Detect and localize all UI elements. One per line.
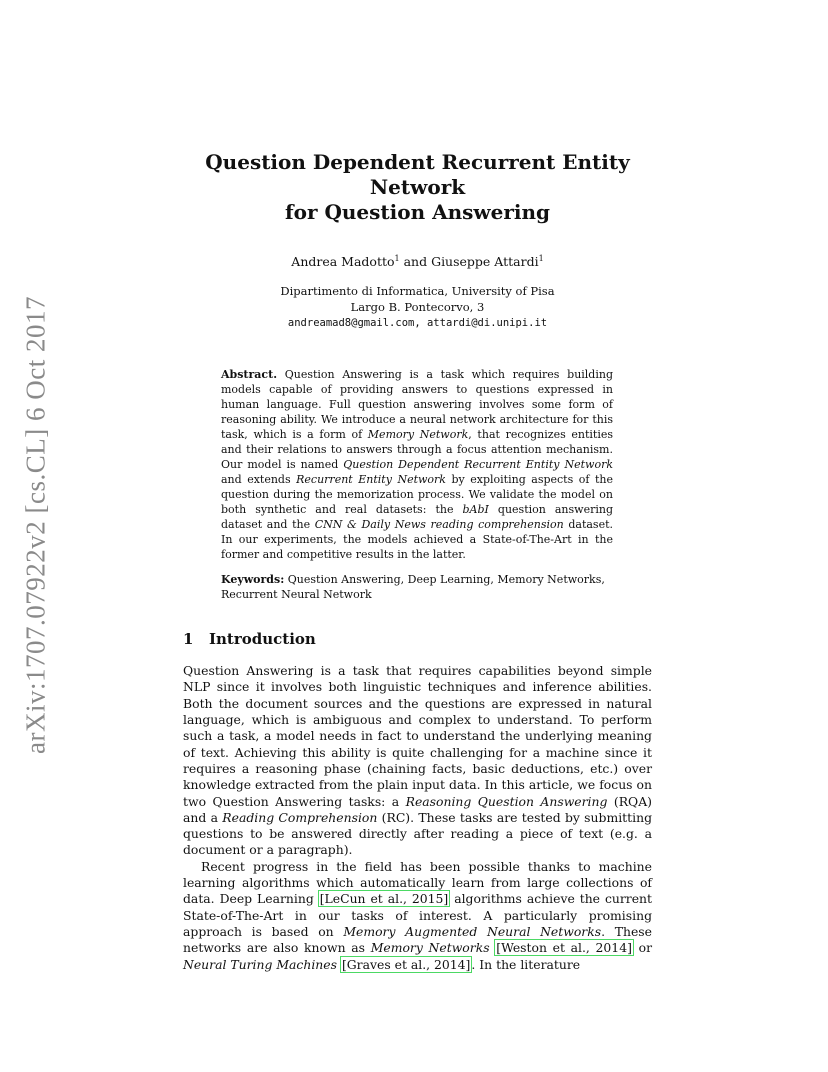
paragraph-text: Question Answering is a task that requires capabilities beyond simple NLP since it involves both linguistic techniques and inference abilities. Both the document sources and the questions are expressed in natural language, which is ambiguous and complex to understand. To perform such a task, a model needs in fact to understand the underlying meaning of text. Achieving this ability is quite challenging for a machine since it requires a reasoning phase (chaining facts, basic deductions, etc.) over knowledge extracted from the plain input data. In this article, we focus on two Question Answering tasks: a — [183, 663, 652, 809]
abstract-emph: Recurrent Entity Network — [296, 473, 446, 487]
paper-title — [183, 150, 652, 225]
section-body — [183, 663, 652, 973]
abstract-text: , that recognizes entities and their relations to answers through a focus attention mechanism. Our model is named — [221, 428, 614, 472]
author-1-affil-mark: 1 — [394, 254, 400, 263]
keywords — [221, 572, 613, 602]
abstract-label: Abstract. — [221, 368, 278, 382]
author-1: Andrea Madotto — [291, 254, 395, 270]
affiliation-line-1: Dipartimento di Informatica, University of Pisa — [280, 284, 555, 299]
paragraph-emph: Neural Turing Machines — [183, 956, 337, 972]
section-heading — [183, 630, 652, 648]
title-line-2: for Question Answering — [285, 200, 550, 224]
paragraph-emph: Memory Networks — [370, 940, 490, 956]
affiliation — [183, 283, 652, 331]
citation-link[interactable]: [LeCun et al., 2015] — [319, 891, 449, 907]
title-line-1: Question Dependent Recurrent Entity Network — [205, 150, 630, 199]
paragraph-2 — [183, 859, 652, 973]
section-title: Introduction — [209, 630, 316, 649]
author-2: Giuseppe Attardi — [431, 254, 539, 270]
arxiv-stamp: arXiv:1707.07922v2 [cs.CL] 6 Oct 2017 — [20, 296, 51, 754]
abstract-emph: Memory Network — [367, 428, 469, 442]
paragraph-emph: Reasoning Question Answering — [405, 793, 608, 809]
citation-link[interactable]: [Graves et al., 2014] — [341, 956, 471, 972]
paragraph-text: (RQA) and a — [183, 793, 652, 825]
paragraph-text: or — [632, 940, 652, 956]
section-number: 1 — [183, 630, 194, 649]
author-emails: andreamad8@gmail.com, attardi@di.unipi.it — [287, 317, 548, 330]
abstract-text: by exploiting aspects of the question during the memorization process. We validate the model on both synthetic and real datasets: the — [221, 473, 613, 517]
paragraph-text: . These networks are also known as — [183, 923, 652, 956]
author-conjunction: and — [399, 254, 432, 270]
paragraph-text: (RC). These tasks are tested by submitting questions to be answered directly after reading a piece of text (e.g. a document or a paragraph). — [183, 809, 652, 858]
abstract — [221, 367, 613, 562]
abstract-text: and extends — [221, 473, 297, 487]
citation-link[interactable]: [Weston et al., 2014] — [496, 940, 632, 956]
paragraph-text: . In the literature — [471, 956, 581, 972]
abstract-text: question answering dataset and the — [221, 503, 613, 532]
abstract-emph: CNN & Daily News reading comprehension — [314, 518, 564, 532]
author-2-affil-mark: 1 — [538, 254, 544, 263]
paragraph-text: Recent progress in the field has been possible thanks to machine learning algorithms which automatically learn from large collections of data. Deep Learning — [183, 858, 652, 907]
keywords-label: Keywords: — [221, 573, 285, 587]
paragraph-emph: Reading Comprehension — [222, 809, 378, 825]
authors — [183, 254, 652, 269]
abstract-text: Question Answering is a task which requires building models capable of providing answers to questions expressed in human language. Full question answering involves some form of reasoning ability. We introduce a neural network architecture for this task, which is a form of — [221, 368, 613, 442]
paragraph-emph: Memory Augmented Neural Networks — [343, 923, 602, 939]
keywords-text: Question Answering, Deep Learning, Memory Networks, Recurrent Neural Network — [221, 573, 605, 602]
paper-page — [183, 150, 652, 973]
paragraph-1 — [183, 663, 652, 859]
paragraph-text: algorithms achieve the current State-of-The-Art in our tasks of interest. A particularly promising approach is based on — [183, 891, 652, 939]
affiliation-line-2: Largo B. Pontecorvo, 3 — [350, 300, 485, 315]
abstract-emph: bAbI — [462, 503, 489, 517]
abstract-emph: Question Dependent Recurrent Entity Network — [343, 458, 613, 472]
abstract-text: dataset. In our experiments, the models achieved a State-of-The-Art in the former and competitive results in the latter. — [221, 518, 613, 562]
